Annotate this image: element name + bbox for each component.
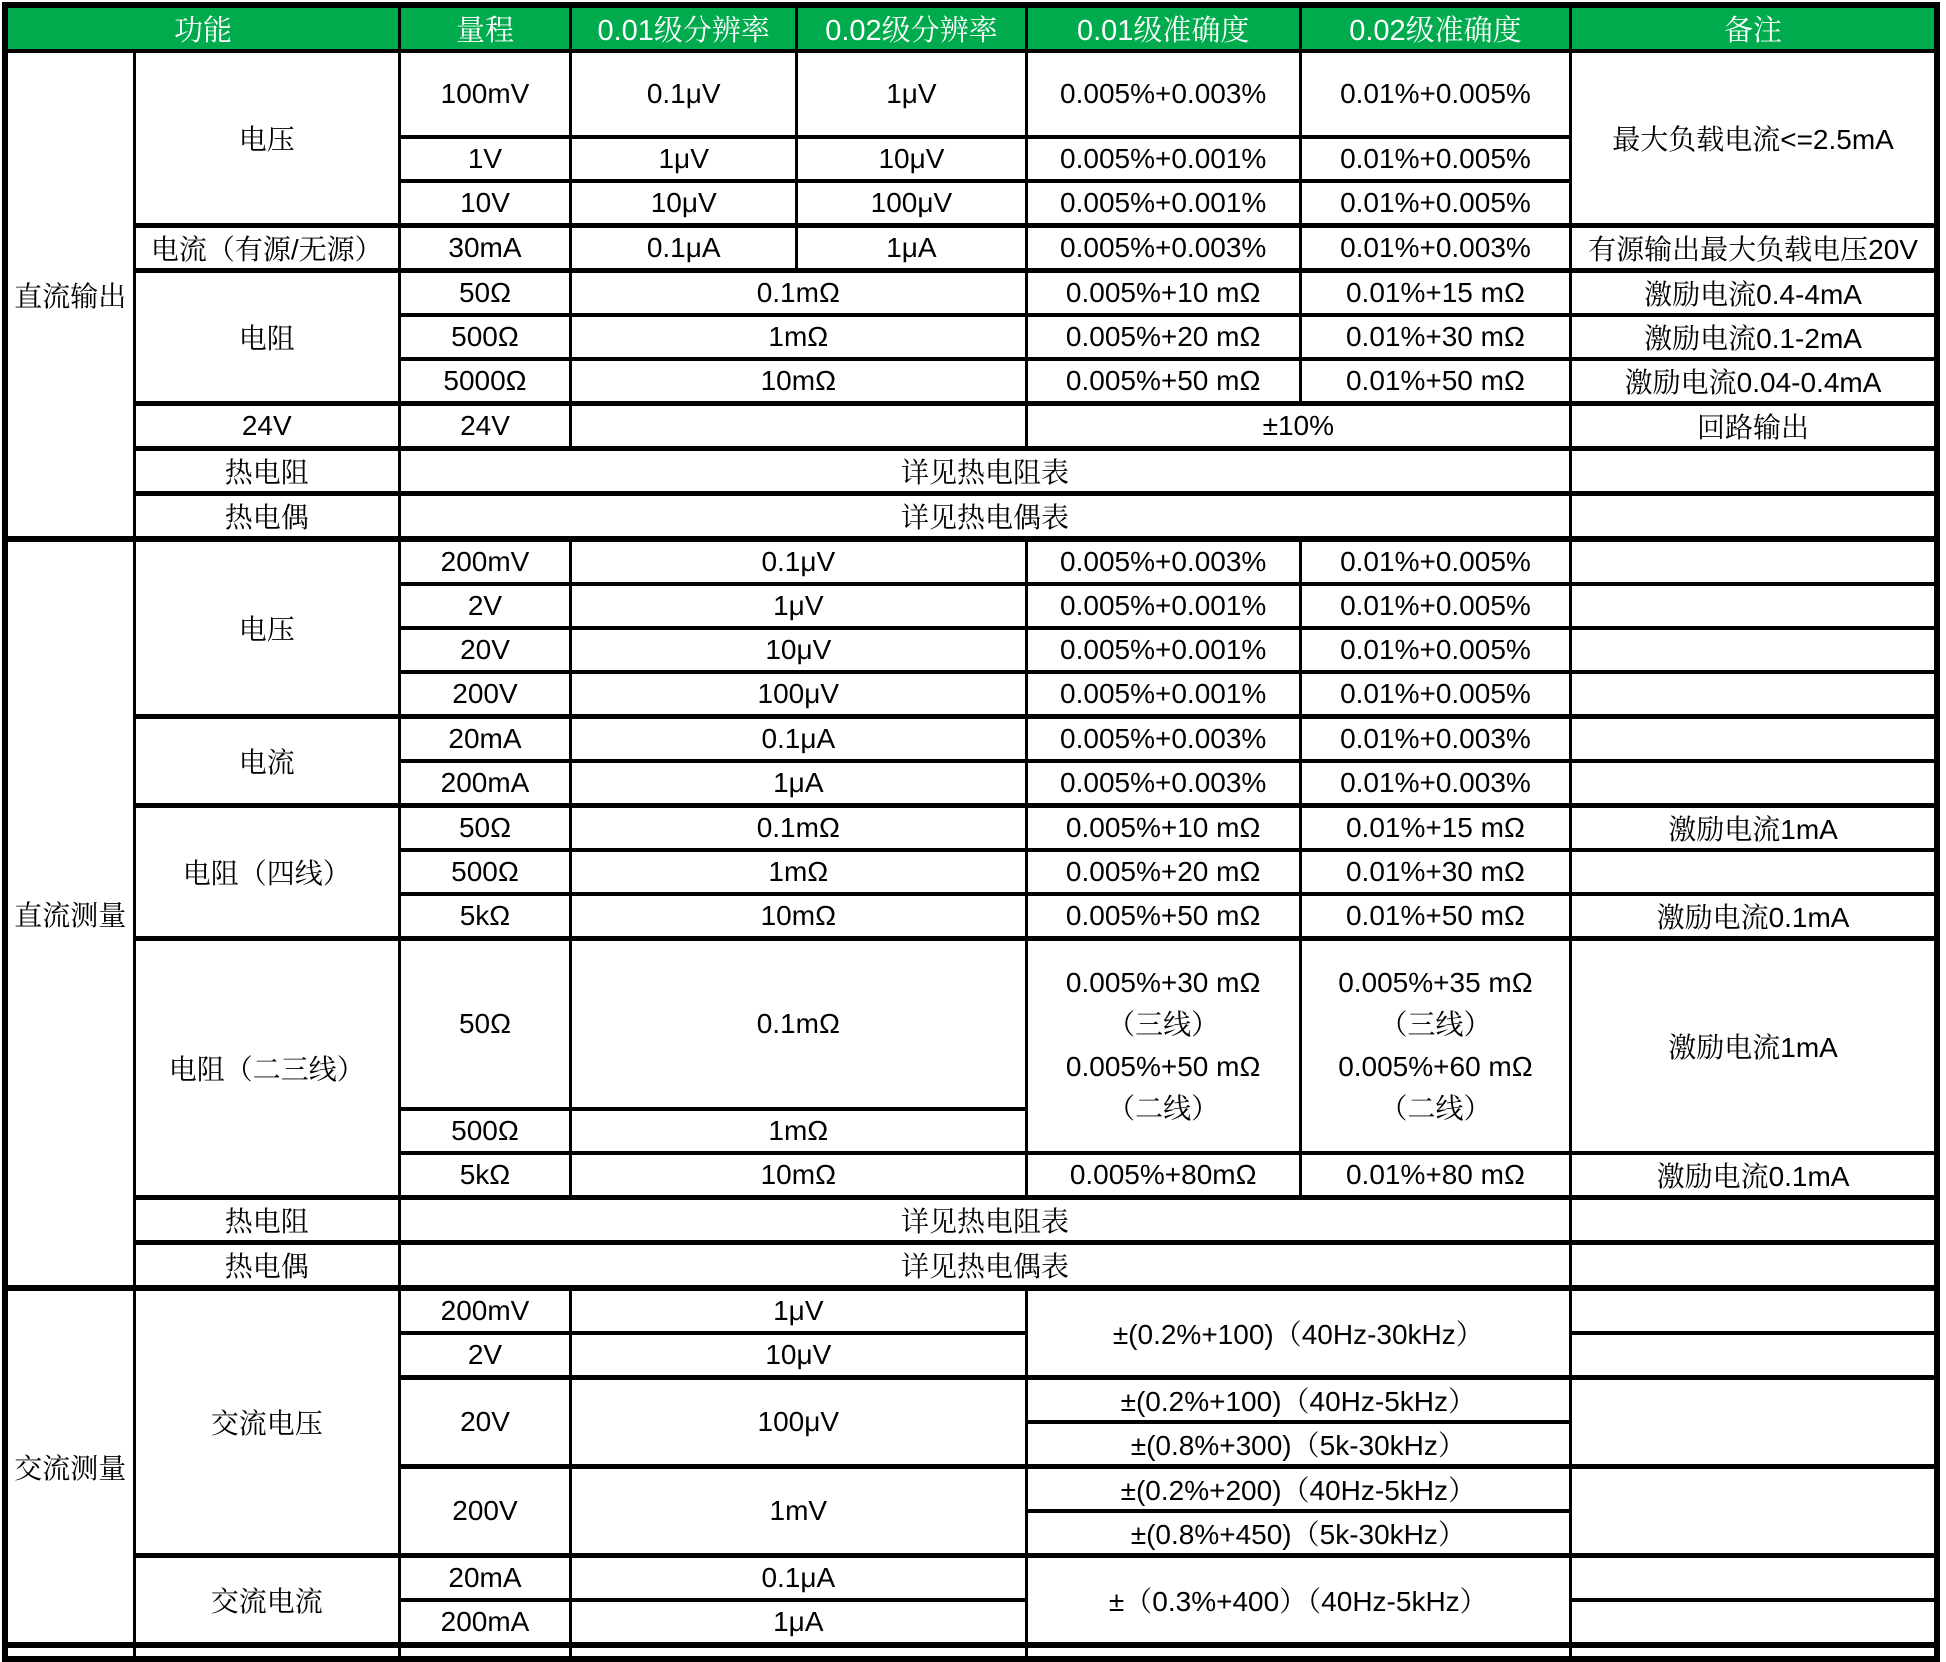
cell-acc1: 0.005%+50 mΩ <box>1026 894 1300 939</box>
cell-acc1: 0.005%+20 mΩ <box>1026 850 1300 894</box>
cell-remark: 回路输出 <box>1571 404 1937 449</box>
cell-acc2-multiline <box>1300 939 1570 1154</box>
cell-remark-empty <box>1571 494 1937 540</box>
acc-line: （二线） <box>1379 1093 1492 1124</box>
cell-res-merged: 10mΩ <box>571 359 1026 404</box>
cell-acc2: 0.01%+0.005% <box>1300 628 1570 672</box>
cell-range: 200mA <box>399 761 570 806</box>
table-row <box>5 806 1937 851</box>
cell-see-table: 详见热电偶表 <box>399 1243 1570 1289</box>
cell-remark-empty <box>1571 628 1937 672</box>
cell-remark-empty <box>1571 1243 1937 1289</box>
function-label-24v: 24V <box>134 404 399 449</box>
cell-remark: 激励电流0.4-4mA <box>1571 271 1937 316</box>
cell-remark-empty <box>1571 1288 1937 1333</box>
acc-line: （三线） <box>1107 1009 1220 1040</box>
table-row <box>5 449 1937 494</box>
cell-res2: 1μA <box>797 226 1026 271</box>
cell-res1: 0.1μV <box>571 51 797 137</box>
table-row <box>5 271 1937 316</box>
function-label-voltage: 电压 <box>134 51 399 226</box>
cell-res-merged: 0.1μA <box>571 1556 1026 1601</box>
function-label-current: 电流 <box>134 717 399 806</box>
acc-line: 0.005%+50 mΩ <box>1065 1051 1261 1082</box>
cell-res-empty <box>571 404 1026 449</box>
cell-acc-merged: ±(0.8%+450)（5k-30kHz） <box>1026 1511 1571 1556</box>
cell-res-merged: 10μV <box>571 628 1026 672</box>
cell-range: 200mV <box>399 539 570 584</box>
cell-acc-merged: ±（0.3%+400）（40Hz-5kHz） <box>1026 1556 1571 1646</box>
cell-acc1: 0.005%+80mΩ <box>1026 1153 1300 1198</box>
cell-res1: 0.1μA <box>571 226 797 271</box>
cell-range: 50Ω <box>399 806 570 851</box>
cell-stub <box>571 1645 1026 1659</box>
cell-acc2: 0.01%+50 mΩ <box>1300 894 1570 939</box>
function-label-tc: 热电偶 <box>134 1243 399 1289</box>
cell-remark: 激励电流1mA <box>1571 806 1937 851</box>
cell-acc-merged: ±(0.2%+100)（40Hz-30kHz） <box>1026 1288 1571 1378</box>
cell-range: 200V <box>399 1467 570 1556</box>
cell-acc1-multiline <box>1026 939 1300 1154</box>
cell-acc-merged: ±10% <box>1026 404 1571 449</box>
cell-range: 20V <box>399 1378 570 1467</box>
cell-range: 24V <box>399 404 570 449</box>
cell-remark-empty <box>1571 1378 1937 1467</box>
spec-sheet <box>2 2 1940 1662</box>
cell-range: 100mV <box>399 51 570 137</box>
cutoff-row <box>5 1645 1937 1659</box>
function-label-rtd: 热电阻 <box>134 449 399 494</box>
cell-acc2: 0.01%+30 mΩ <box>1300 850 1570 894</box>
cell-range: 5kΩ <box>399 1153 570 1198</box>
cell-range: 20mA <box>399 717 570 762</box>
cell-acc2: 0.01%+50 mΩ <box>1300 359 1570 404</box>
cell-range: 10V <box>399 181 570 226</box>
cell-acc2: 0.01%+0.005% <box>1300 51 1570 137</box>
cell-range: 200V <box>399 672 570 717</box>
function-label-ac-current: 交流电流 <box>134 1556 399 1646</box>
cell-remark-empty <box>1571 539 1937 584</box>
cell-res-merged: 1μA <box>571 761 1026 806</box>
cell-remark: 有源输出最大负载电压20V <box>1571 226 1937 271</box>
cell-res-merged: 100μV <box>571 672 1026 717</box>
cell-acc2: 0.01%+30 mΩ <box>1300 315 1570 359</box>
cell-remark: 激励电流0.1-2mA <box>1571 315 1937 359</box>
cell-res-merged: 0.1mΩ <box>571 806 1026 851</box>
function-label-tc: 热电偶 <box>134 494 399 540</box>
cell-acc1: 0.005%+0.003% <box>1026 717 1300 762</box>
cell-remark: 激励电流0.04-0.4mA <box>1571 359 1937 404</box>
cell-stub <box>1571 1645 1937 1659</box>
cell-acc2: 0.01%+0.005% <box>1300 181 1570 226</box>
cell-acc1: 0.005%+0.001% <box>1026 181 1300 226</box>
cell-range: 50Ω <box>399 271 570 316</box>
cell-res-merged: 100μV <box>571 1378 1026 1467</box>
cell-stub <box>1026 1645 1571 1659</box>
cell-acc1: 0.005%+0.003% <box>1026 761 1300 806</box>
cell-res1: 10μV <box>571 181 797 226</box>
cell-acc-merged: ±(0.8%+300)（5k-30kHz） <box>1026 1422 1571 1467</box>
cell-acc2: 0.01%+0.005% <box>1300 584 1570 628</box>
cell-range: 5000Ω <box>399 359 570 404</box>
cell-res-merged: 10mΩ <box>571 894 1026 939</box>
section-label-dc-output: 直流输出 <box>5 51 134 539</box>
cell-acc-merged: ±(0.2%+200)（40Hz-5kHz） <box>1026 1467 1571 1512</box>
function-label-resistance: 电阻 <box>134 271 399 404</box>
cell-range: 500Ω <box>399 850 570 894</box>
function-label-ac-voltage: 交流电压 <box>134 1288 399 1556</box>
cell-acc2: 0.01%+0.003% <box>1300 761 1570 806</box>
cell-res2: 10μV <box>797 137 1026 181</box>
cell-remark-empty <box>1571 584 1937 628</box>
table-row <box>5 404 1937 449</box>
cell-range: 50Ω <box>399 939 570 1110</box>
cell-acc2: 0.01%+15 mΩ <box>1300 806 1570 851</box>
cell-acc2: 0.01%+15 mΩ <box>1300 271 1570 316</box>
cell-range: 2V <box>399 1333 570 1378</box>
cell-res-merged: 0.1mΩ <box>571 939 1026 1110</box>
acc-line: （二线） <box>1107 1093 1220 1124</box>
cell-range: 500Ω <box>399 315 570 359</box>
cell-remark-empty <box>1571 1198 1937 1243</box>
table-row <box>5 494 1937 540</box>
cell-range: 1V <box>399 137 570 181</box>
cell-range: 200mA <box>399 1600 570 1645</box>
cell-acc1: 0.005%+0.003% <box>1026 51 1300 137</box>
cell-acc2: 0.01%+0.005% <box>1300 672 1570 717</box>
table-row <box>5 51 1937 137</box>
cell-acc1: 0.005%+0.003% <box>1026 539 1300 584</box>
cell-res-merged: 1μA <box>571 1600 1026 1645</box>
cell-remark: 激励电流1mA <box>1571 939 1937 1154</box>
cell-remark-empty <box>1571 761 1937 806</box>
table-row <box>5 1198 1937 1243</box>
cell-remark-empty <box>1571 850 1937 894</box>
function-label-voltage: 电压 <box>134 539 399 717</box>
cell-res-merged: 1mΩ <box>571 850 1026 894</box>
table-row <box>5 539 1937 584</box>
cell-remark-empty <box>1571 672 1937 717</box>
spec-table <box>2 2 1940 1662</box>
table-row <box>5 226 1937 271</box>
function-label-res-23wire: 电阻（二三线） <box>134 939 399 1198</box>
cell-acc1: 0.005%+0.001% <box>1026 672 1300 717</box>
cell-remark-empty <box>1571 1467 1937 1556</box>
cell-acc1: 0.005%+10 mΩ <box>1026 271 1300 316</box>
cell-acc2: 0.01%+0.003% <box>1300 717 1570 762</box>
cell-res-merged: 1μV <box>571 1288 1026 1333</box>
cell-res-merged: 1μV <box>571 584 1026 628</box>
cell-acc1: 0.005%+0.001% <box>1026 628 1300 672</box>
section-label-dc-measure: 直流测量 <box>5 539 134 1288</box>
cell-res-merged: 10mΩ <box>571 1153 1026 1198</box>
cell-see-table: 详见热电阻表 <box>399 449 1570 494</box>
table-row <box>5 1556 1937 1601</box>
cell-remark: 激励电流0.1mA <box>1571 894 1937 939</box>
header-range: 量程 <box>399 5 570 51</box>
cell-range: 30mA <box>399 226 570 271</box>
header-acc-002: 0.02级准确度 <box>1300 5 1570 51</box>
header-remark: 备注 <box>1571 5 1937 51</box>
cell-remark-empty <box>1571 1333 1937 1378</box>
function-label-res-4wire: 电阻（四线） <box>134 806 399 939</box>
cell-res-merged: 0.1μV <box>571 539 1026 584</box>
cell-range: 5kΩ <box>399 894 570 939</box>
cell-range: 200mV <box>399 1288 570 1333</box>
cell-range: 20mA <box>399 1556 570 1601</box>
cell-remark-empty <box>1571 1600 1937 1645</box>
cell-res-merged: 1mΩ <box>571 1109 1026 1153</box>
cell-range: 2V <box>399 584 570 628</box>
cell-remark-empty <box>1571 717 1937 762</box>
header-function: 功能 <box>5 5 399 51</box>
function-label-current: 电流（有源/无源） <box>134 226 399 271</box>
cell-stub <box>5 1645 134 1659</box>
header-res-002: 0.02级分辨率 <box>797 5 1026 51</box>
cell-res1: 1μV <box>571 137 797 181</box>
cell-res-merged: 1mV <box>571 1467 1026 1556</box>
cell-remark: 最大负载电流<=2.5mA <box>1571 51 1937 226</box>
cell-acc2: 0.01%+0.005% <box>1300 137 1570 181</box>
acc-line: 0.005%+30 mΩ <box>1065 967 1261 998</box>
header-res-001: 0.01级分辨率 <box>571 5 797 51</box>
function-label-rtd: 热电阻 <box>134 1198 399 1243</box>
cell-res-merged: 1mΩ <box>571 315 1026 359</box>
cell-res2: 100μV <box>797 181 1026 226</box>
cell-see-table: 详见热电偶表 <box>399 494 1570 540</box>
cell-stub <box>134 1645 399 1659</box>
cell-acc1: 0.005%+10 mΩ <box>1026 806 1300 851</box>
cell-acc2: 0.01%+80 mΩ <box>1300 1153 1570 1198</box>
cell-res-merged: 10μV <box>571 1333 1026 1378</box>
cell-remark: 激励电流0.1mA <box>1571 1153 1937 1198</box>
table-row <box>5 717 1937 762</box>
table-row <box>5 939 1937 1110</box>
header-row <box>5 5 1937 51</box>
cell-res-merged: 0.1mΩ <box>571 271 1026 316</box>
acc-line: 0.005%+60 mΩ <box>1338 1051 1533 1082</box>
cell-res2: 1μV <box>797 51 1026 137</box>
cell-acc2: 0.01%+0.005% <box>1300 539 1570 584</box>
table-row <box>5 1243 1937 1289</box>
acc-line: 0.005%+35 mΩ <box>1338 967 1533 998</box>
cell-range: 500Ω <box>399 1109 570 1153</box>
table-row <box>5 1288 1937 1333</box>
cell-acc1: 0.005%+20 mΩ <box>1026 315 1300 359</box>
cell-acc1: 0.005%+0.003% <box>1026 226 1300 271</box>
cell-remark-empty <box>1571 1556 1937 1601</box>
cell-acc1: 0.005%+0.001% <box>1026 137 1300 181</box>
section-label-ac-measure: 交流测量 <box>5 1288 134 1645</box>
cell-see-table: 详见热电阻表 <box>399 1198 1570 1243</box>
cell-acc1: 0.005%+50 mΩ <box>1026 359 1300 404</box>
cell-acc-merged: ±(0.2%+100)（40Hz-5kHz） <box>1026 1378 1571 1423</box>
cell-stub <box>399 1645 570 1659</box>
cell-remark-empty <box>1571 449 1937 494</box>
cell-res-merged: 0.1μA <box>571 717 1026 762</box>
cell-acc1: 0.005%+0.001% <box>1026 584 1300 628</box>
header-acc-001: 0.01级准确度 <box>1026 5 1300 51</box>
cell-acc2: 0.01%+0.003% <box>1300 226 1570 271</box>
cell-range: 20V <box>399 628 570 672</box>
acc-line: （三线） <box>1379 1009 1492 1040</box>
